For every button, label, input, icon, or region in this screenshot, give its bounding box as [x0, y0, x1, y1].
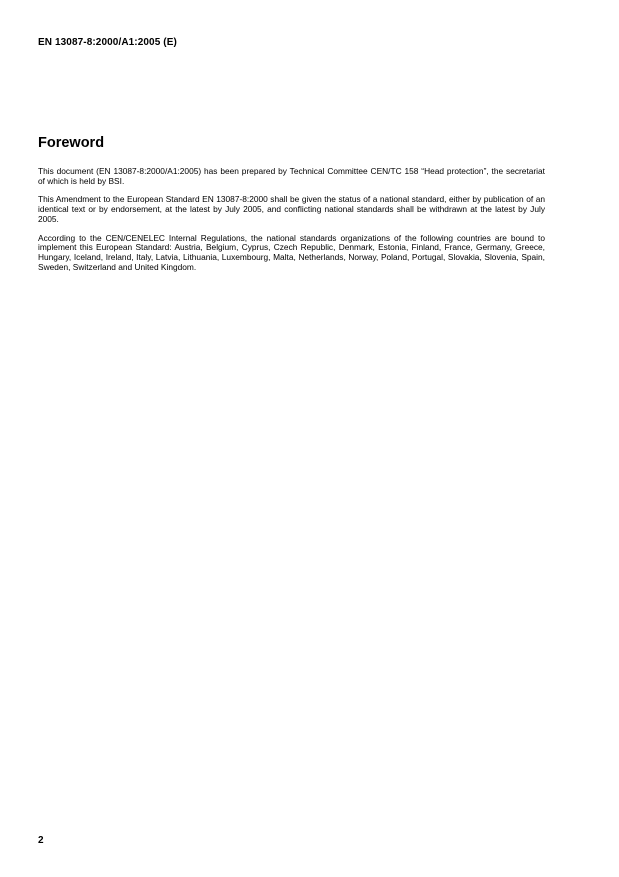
foreword-paragraph-preparation: This document (EN 13087-8:2000/A1:2005) has been prepared by Technical Committee CEN/TC 158 “Head protection”, the secretariat of which is held by BSI.	[38, 166, 545, 186]
page-title: Foreword	[38, 135, 105, 151]
page-number: 2	[38, 835, 44, 846]
foreword-body	[38, 167, 545, 281]
foreword-paragraph-status: This Amendment to the European Standard EN 13087-8:2000 shall be given the status of a national standard, either by publication of an identical text or by endorsement, at the latest by July 2005, and conflicting national standards shall be withdrawn at the latest by July 2005.	[38, 194, 545, 224]
foreword-paragraph-countries: According to the CEN/CENELEC Internal Regulations, the national standards organizations of the following countries are bound to implement this European Standard: Austria, Belgium, Cyprus, Czech Republic, Denmark, Estonia, Finland, France, Germany, Greece, Hungary, Iceland, Ireland, Italy, Latvia, Lithuania, Luxembourg, Malta, Netherlands, Norway, Poland, Portugal, Slovakia, Slovenia, Spain, Sweden, Switzerland and United Kingdom.	[38, 232, 545, 272]
document-header: EN 13087-8:2000/A1:2005 (E)	[38, 37, 177, 48]
